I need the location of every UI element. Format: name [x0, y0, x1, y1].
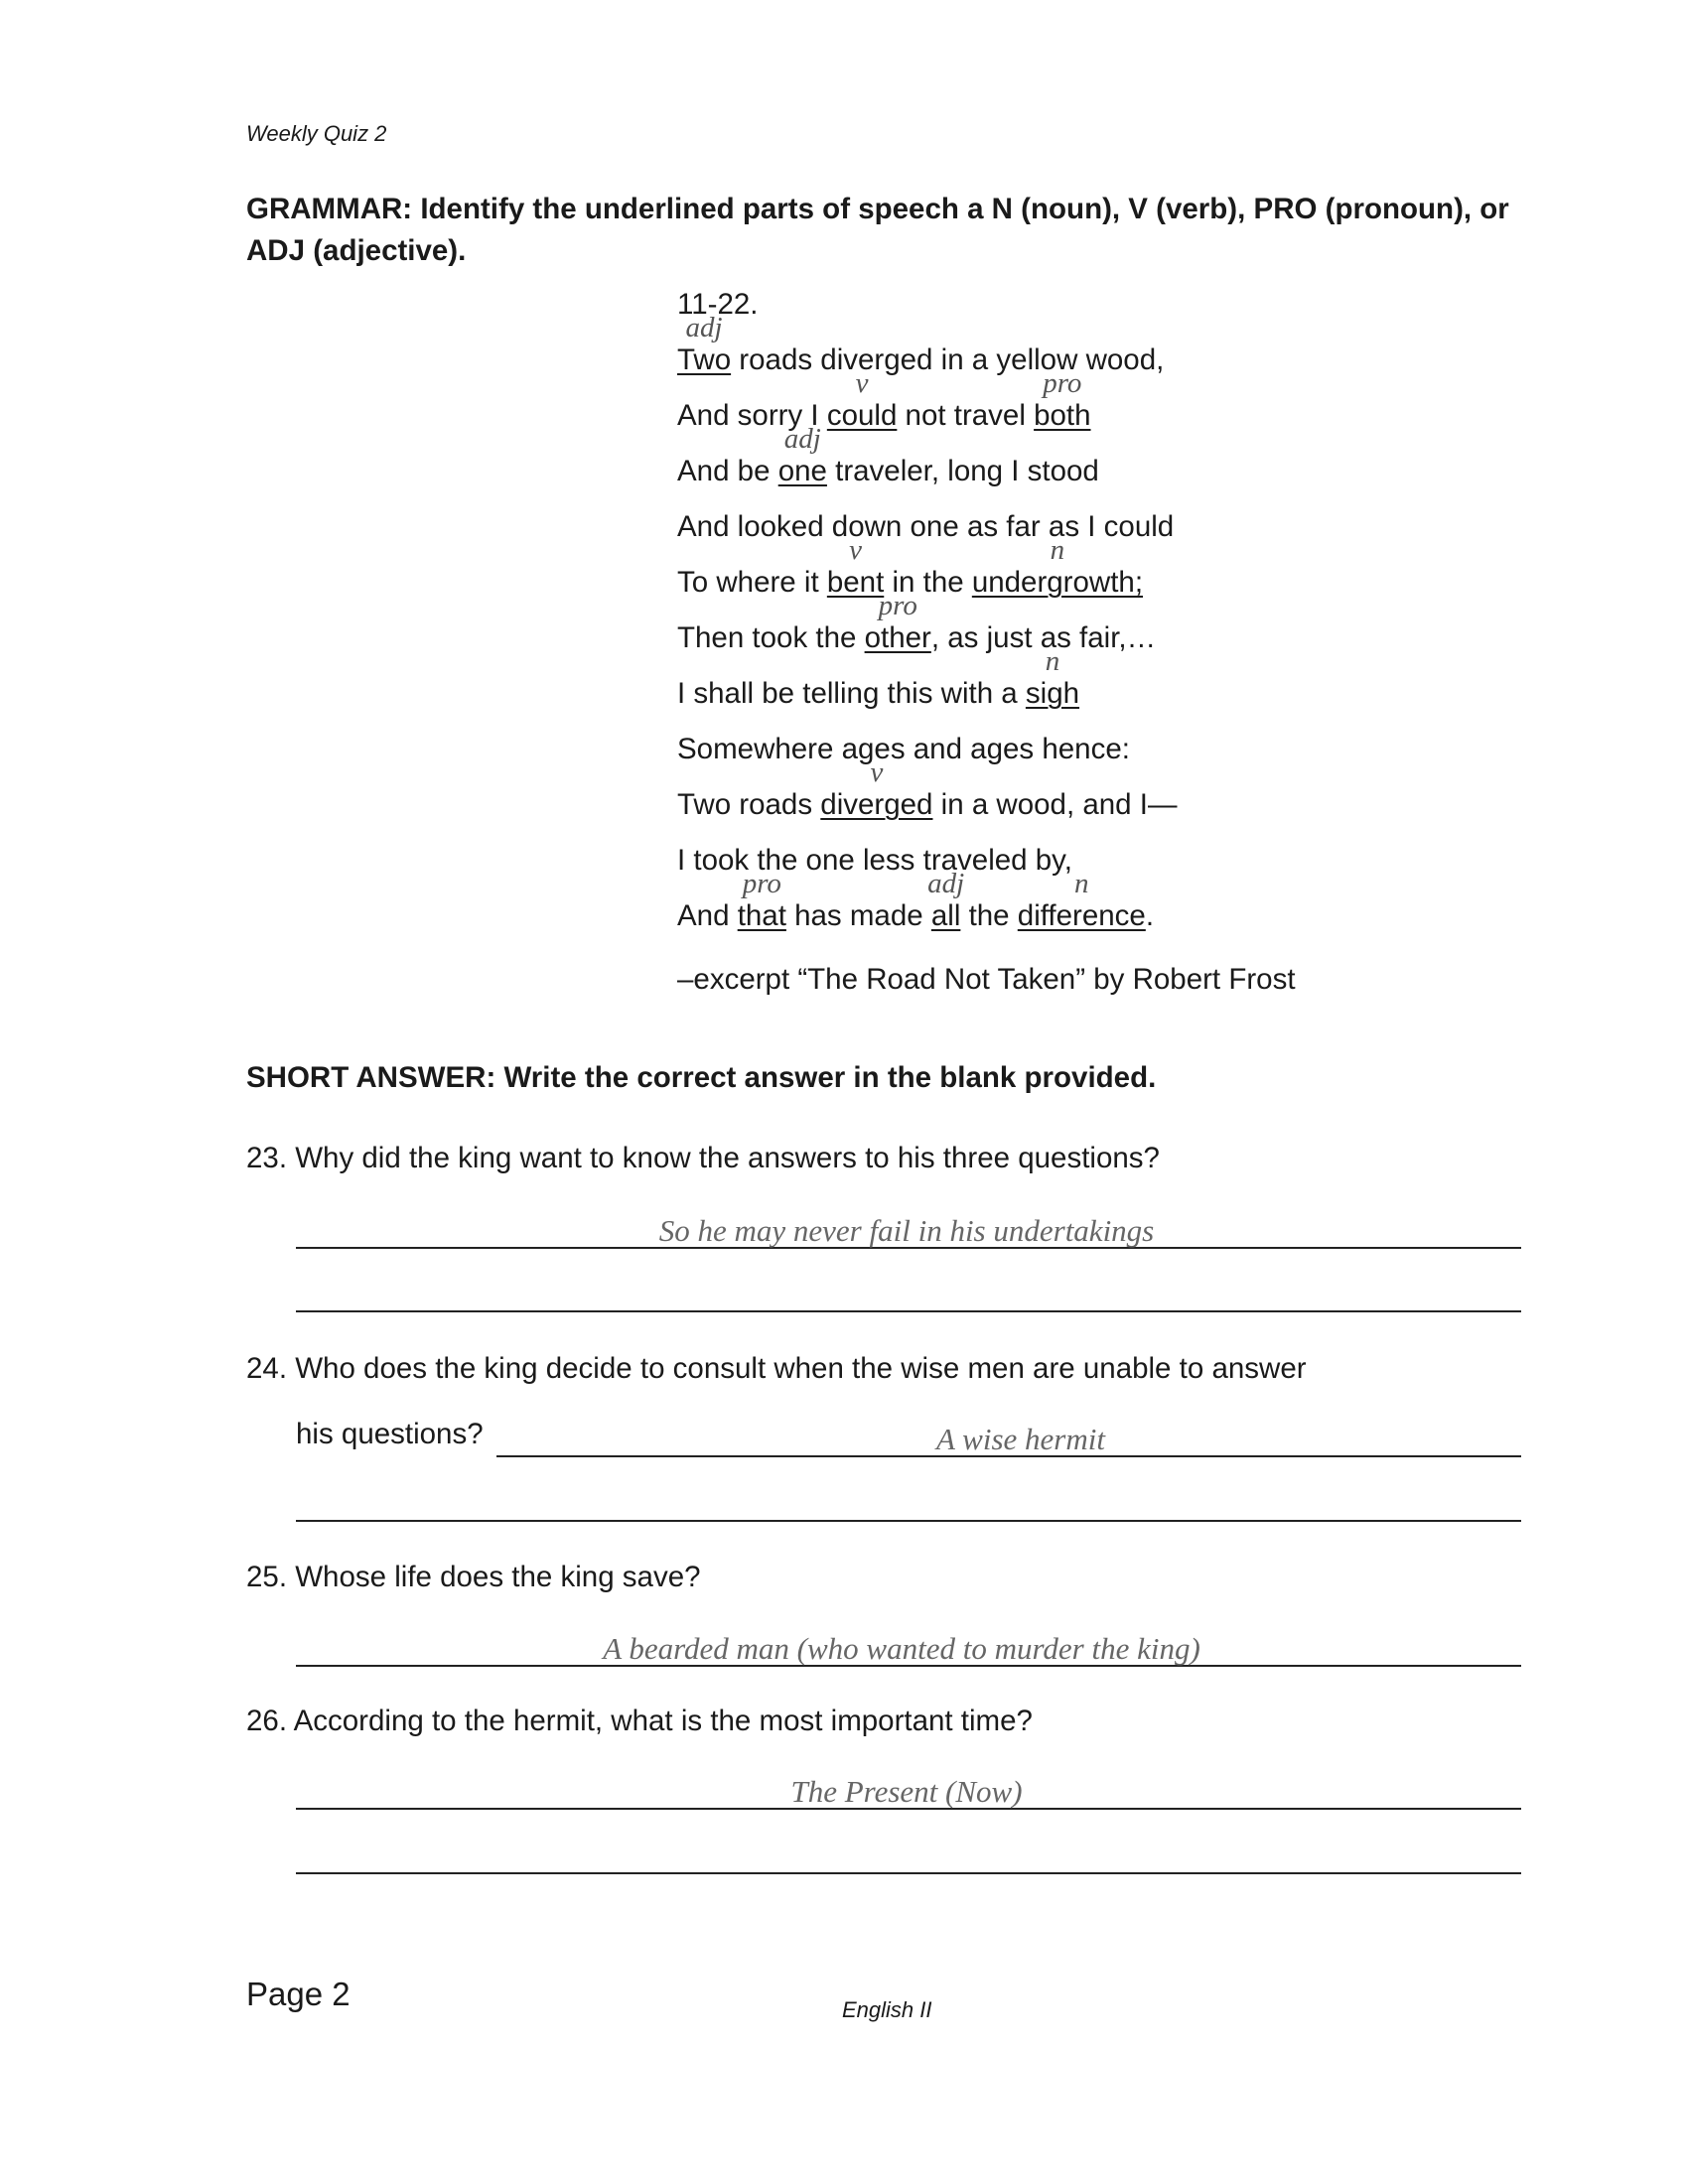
poem-line: [677, 590, 1157, 661]
underlined-word: [777, 423, 827, 487]
course-name: English II: [842, 1997, 932, 2022]
poem-line: [677, 645, 1080, 717]
short-answer-heading: SHORT ANSWER: Write the correct answer in the blank provided.: [246, 1061, 1157, 1094]
poem-line: [677, 868, 1155, 939]
part-of-speech-answer: n: [1050, 534, 1065, 566]
part-of-speech-answer: v: [855, 367, 869, 399]
poem-text: the: [960, 899, 1018, 932]
underlined-word: [1025, 645, 1080, 710]
answer-26: The Present (Now): [790, 1774, 1023, 1809]
part-of-speech-answer: adj: [783, 423, 821, 455]
underlined-word: [1034, 367, 1091, 432]
underlined-word-text: difference: [1017, 899, 1146, 932]
poem-attribution: –excerpt “The Road Not Taken” by Robert Frost: [677, 963, 1296, 996]
underlined-word-text: all: [930, 899, 961, 932]
question-24-continuation: his questions?: [296, 1418, 484, 1450]
question-24: 24. Who does the king decide to consult when the wise men are unable to answer: [246, 1352, 1307, 1385]
poem-line: [677, 756, 1178, 828]
poem-text: not travel: [897, 399, 1035, 432]
poem-text: And looked down one as far as I could: [677, 510, 1175, 543]
underlined-word: [826, 367, 898, 432]
poem-text: in the: [884, 566, 972, 599]
quiz-label: Weekly Quiz 2: [246, 121, 387, 146]
question-26: 26. According to the hermit, what is the most important time?: [246, 1705, 1033, 1737]
underlined-word-text: diverged: [820, 788, 933, 821]
part-of-speech-answer: adj: [685, 312, 723, 343]
poem-text: Then took the: [677, 621, 865, 654]
poem-line: [677, 423, 1099, 494]
underlined-word: [927, 868, 965, 932]
part-of-speech-answer: v: [870, 756, 884, 788]
poem-text: And: [677, 899, 738, 932]
poem-text: roads diverged in a yellow wood,: [731, 343, 1165, 376]
underlined-word-text: undergrowth;: [971, 566, 1144, 599]
poem-text: .: [1145, 899, 1155, 932]
question-25: 25. Whose life does the king save?: [246, 1561, 701, 1593]
poem-text: I shall be telling this with a: [677, 677, 1026, 710]
underlined-word-text: bent: [826, 566, 885, 599]
poem-line: [677, 733, 1130, 772]
underlined-word-text: that: [737, 899, 786, 932]
answer-23: So he may never fail in his undertakings: [658, 1213, 1155, 1248]
underlined-word: [1017, 868, 1146, 932]
poem-text: traveler, long I stood: [826, 455, 1099, 487]
part-of-speech-answer: v: [849, 534, 862, 566]
underlined-word-text: could: [826, 399, 898, 432]
underlined-word: [826, 534, 885, 599]
underlined-word-text: one: [777, 455, 827, 487]
part-of-speech-answer: n: [1074, 868, 1089, 899]
answer-25: A bearded man (who wanted to murder the king): [603, 1631, 1200, 1666]
poem-line: [677, 510, 1174, 550]
poem-text: And be: [677, 455, 778, 487]
answer-24-line-2[interactable]: [296, 1520, 1521, 1522]
poem-text: I took the one less traveled by,: [677, 844, 1072, 877]
poem-line: [677, 844, 1072, 884]
underlined-word: [820, 756, 933, 821]
underlined-word-text: other: [864, 621, 931, 654]
underlined-word-text: sigh: [1025, 677, 1080, 710]
part-of-speech-answer: pro: [742, 868, 781, 899]
poem-line: [677, 312, 1165, 383]
underlined-word: [677, 312, 732, 376]
part-of-speech-answer: pro: [878, 590, 917, 621]
poem-text: in a wood, and I—: [932, 788, 1178, 821]
poem-text: Somewhere ages and ages hence:: [677, 733, 1130, 765]
underlined-word: [971, 534, 1144, 599]
part-of-speech-answer: pro: [1043, 367, 1082, 399]
part-of-speech-answer: n: [1045, 645, 1060, 677]
answer-26-line-2[interactable]: [296, 1872, 1521, 1874]
poem-text: To where it: [677, 566, 827, 599]
question-23: 23. Why did the king want to know the answers to his three questions?: [246, 1142, 1160, 1174]
underlined-word: [864, 590, 931, 654]
poem-text: And sorry I: [677, 399, 827, 432]
page-number: Page 2: [246, 1976, 351, 2012]
answer-24: A wise hermit: [936, 1422, 1105, 1456]
poem-line: [677, 367, 1091, 439]
underlined-word-text: Two: [677, 343, 732, 376]
question-range: 11-22.: [677, 288, 759, 321]
grammar-heading: GRAMMAR: Identify the underlined parts of speech a N (noun), V (verb), PRO (pronoun), or ADJ (adjective).: [246, 193, 1509, 267]
answer-23-line-2[interactable]: [296, 1310, 1521, 1312]
poem-text: , as just as fair,…: [930, 621, 1157, 654]
part-of-speech-answer: adj: [927, 868, 965, 899]
poem-text: Two roads: [677, 788, 821, 821]
poem-text: has made: [785, 899, 931, 932]
underlined-word-text: both: [1034, 399, 1091, 432]
underlined-word: [737, 868, 786, 932]
